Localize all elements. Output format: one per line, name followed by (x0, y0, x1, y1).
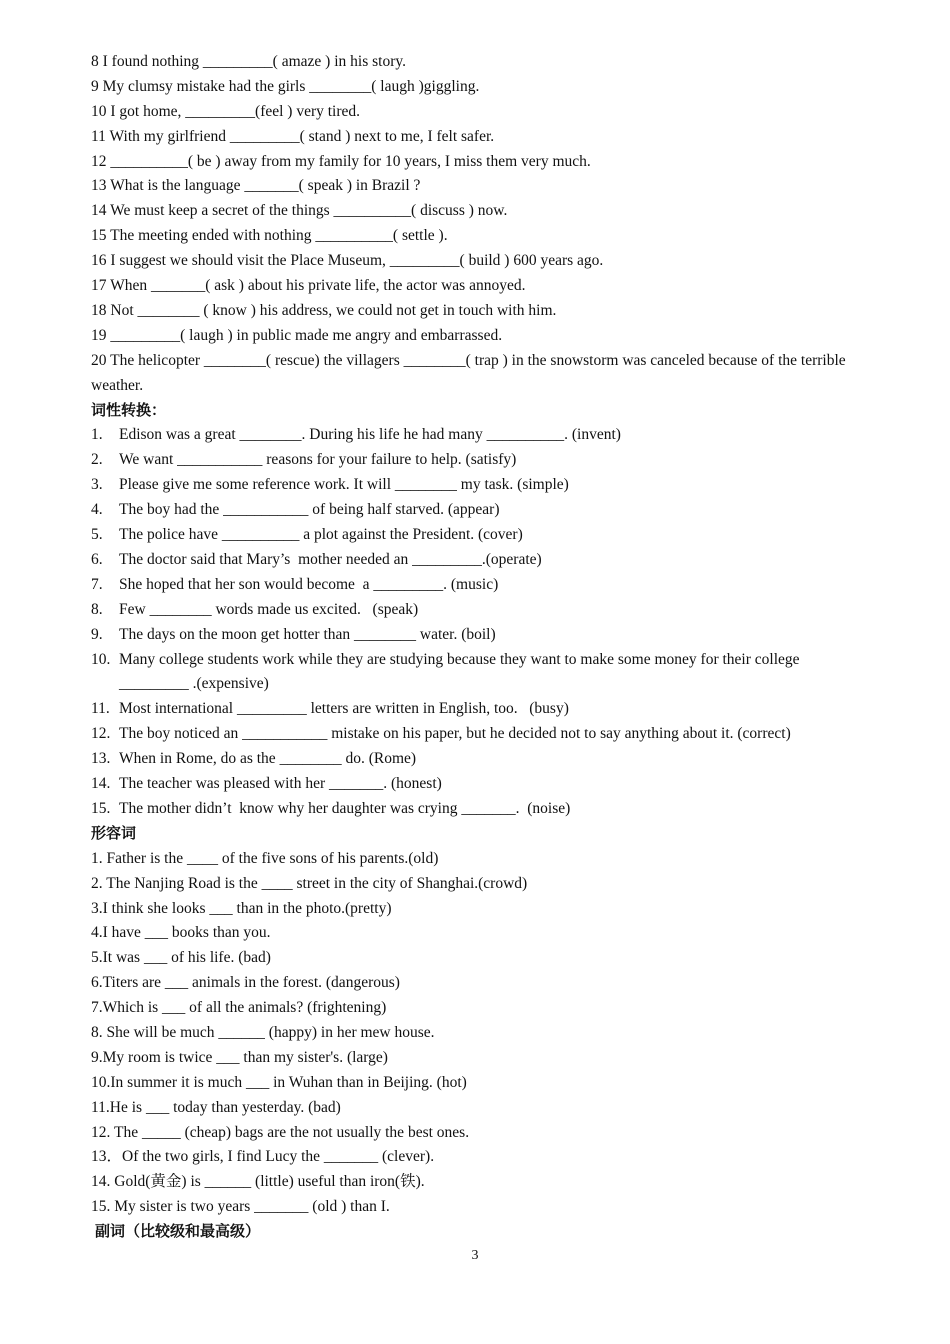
numbered-exercise (91, 598, 866, 623)
item-number: 5. (91, 526, 103, 544)
numbered-exercise (91, 797, 866, 822)
exercise-line: 12. The _____ (cheap) bags are the not usually the best ones. (91, 1123, 470, 1141)
item-number: 10. (91, 650, 111, 668)
participle-exercise-list (91, 50, 866, 399)
item-text: Few ________ words made us excited. (speak) (119, 600, 419, 618)
word-forms-heading: 词性转换： (91, 402, 167, 419)
numbered-exercise (91, 448, 866, 473)
item-text: She hoped that her son would become a _________. (music) (119, 575, 499, 593)
item-number: 4. (91, 501, 103, 519)
item-text: When in Rome, do as the ________ do. (Rome) (119, 750, 417, 768)
item-text: Edison was a great ________. During his life he had many __________. (invent) (119, 426, 621, 444)
adverbs-heading: 副词（比较级和最高级） (95, 1224, 261, 1241)
exercise-line: 5.It was ___ of his life. (bad) (91, 949, 271, 967)
exercise-line: 17 When _______( ask ) about his private life, the actor was annoyed. (91, 277, 526, 295)
item-text: Most international _________ letters are written in English, too. (busy) (119, 700, 569, 718)
exercise-line: 9 My clumsy mistake had the girls ________( laugh )giggling. (91, 77, 480, 95)
exercise-line: 13．Of the two girls, I find Lucy the _______ (clever). (91, 1148, 435, 1166)
page-number: 3 (471, 1248, 479, 1263)
item-number: 8. (91, 600, 103, 618)
exercise-line: 3.I think she looks ___ than in the photo.(pretty) (91, 899, 392, 917)
item-text: The teacher was pleased with her _______. (honest) (119, 775, 442, 793)
item-text: The doctor said that Mary’s mother needed an _________.(operate) (119, 550, 542, 568)
exercise-line: 20 The helicopter ________( rescue) the villagers ________( trap ) in the snowstorm was canceled because of the terrible weather. (91, 351, 846, 394)
exercise-line: 8. She will be much ______ (happy) in her mew house. (91, 1024, 435, 1042)
exercise-line: 14. Gold(黄金) is ______ (little) useful than iron(铁). (91, 1173, 425, 1191)
item-number: 2. (91, 451, 103, 469)
numbered-exercise (91, 498, 866, 523)
exercise-line: 16 I suggest we should visit the Place Museum, _________( build ) 600 years ago. (91, 252, 604, 270)
exercise-line: 11 With my girlfriend _________( stand ) next to me, I felt safer. (91, 127, 495, 145)
item-text: The police have __________ a plot against the President. (cover) (119, 526, 523, 544)
item-text: The days on the moon get hotter than ________ water. (boil) (119, 625, 496, 643)
exercise-line: 10.In summer it is much ___ in Wuhan than in Beijing. (hot) (91, 1073, 467, 1091)
numbered-exercise (91, 523, 866, 548)
exercise-line: 10 I got home, _________(feel ) very tired. (91, 102, 361, 120)
exercise-line: 8 I found nothing _________( amaze ) in his story. (91, 53, 406, 70)
item-number: 6. (91, 550, 103, 568)
numbered-exercise (91, 747, 866, 772)
exercise-line: 15 The meeting ended with nothing __________( settle ). (91, 227, 448, 245)
item-number: 9. (91, 625, 103, 643)
item-number: 14. (91, 775, 111, 793)
numbered-exercise (91, 473, 866, 498)
exercise-line: 12 __________( be ) away from my family for 10 years, I miss them very much. (91, 152, 591, 170)
item-text: Please give me some reference work. It will ________ my task. (simple) (119, 476, 569, 494)
exercise-line: 4.I have ___ books than you. (91, 924, 271, 942)
exercise-line: 6.Titers are ___ animals in the forest. (dangerous) (91, 974, 400, 992)
item-text: The boy noticed an ___________ mistake on his paper, but he decided not to say anything about it. (correct) (119, 725, 791, 743)
item-number: 15. (91, 799, 111, 817)
exercise-line: 9.My room is twice ___ than my sister's. (large) (91, 1048, 388, 1066)
adjectives-heading: 形容词 (91, 825, 137, 842)
item-number: 3. (91, 476, 103, 494)
item-number: 7. (91, 575, 103, 593)
word-forms-exercise-list (91, 423, 866, 822)
exercise-line: 15. My sister is two years _______ (old ) than I. (91, 1198, 390, 1216)
exercise-line: 11.He is ___ today than yesterday. (bad) (91, 1098, 341, 1116)
item-number: 11. (91, 700, 110, 718)
exercise-line: 13 What is the language _______( speak ) in Brazil ? (91, 177, 421, 195)
numbered-exercise (91, 648, 866, 698)
exercise-line: 19 _________( laugh ) in public made me angry and embarrassed. (91, 326, 503, 344)
numbered-exercise (91, 722, 866, 747)
exercise-line: 7.Which is ___ of all the animals? (frightening) (91, 999, 387, 1017)
item-number: 12. (91, 725, 111, 743)
item-text: The mother didn’t know why her daughter was crying _______. (noise) (119, 799, 571, 817)
numbered-exercise (91, 573, 866, 598)
exercise-line: 2. The Nanjing Road is the ____ street in the city of Shanghai.(crowd) (91, 874, 528, 892)
exercise-line: 18 Not ________ ( know ) his address, we could not get in touch with him. (91, 301, 557, 319)
exercise-line: 1. Father is the ____ of the five sons of his parents.(old) (91, 849, 439, 867)
numbered-exercise (91, 772, 866, 797)
item-text: Many college students work while they are studying because they want to make some money for their college _________ .(expensive) (119, 650, 804, 693)
item-number: 1. (91, 426, 103, 444)
numbered-exercise (91, 423, 866, 448)
item-text: We want ___________ reasons for your failure to help. (satisfy) (119, 451, 517, 469)
item-number: 13. (91, 750, 111, 768)
numbered-exercise (91, 623, 866, 648)
adjectives-exercise-list (91, 847, 866, 1220)
worksheet-content (91, 50, 866, 1245)
item-text: The boy had the ___________ of being half starved. (appear) (119, 501, 500, 519)
numbered-exercise (91, 697, 866, 722)
numbered-exercise (91, 548, 866, 573)
exercise-line: 14 We must keep a secret of the things __________( discuss ) now. (91, 202, 508, 220)
